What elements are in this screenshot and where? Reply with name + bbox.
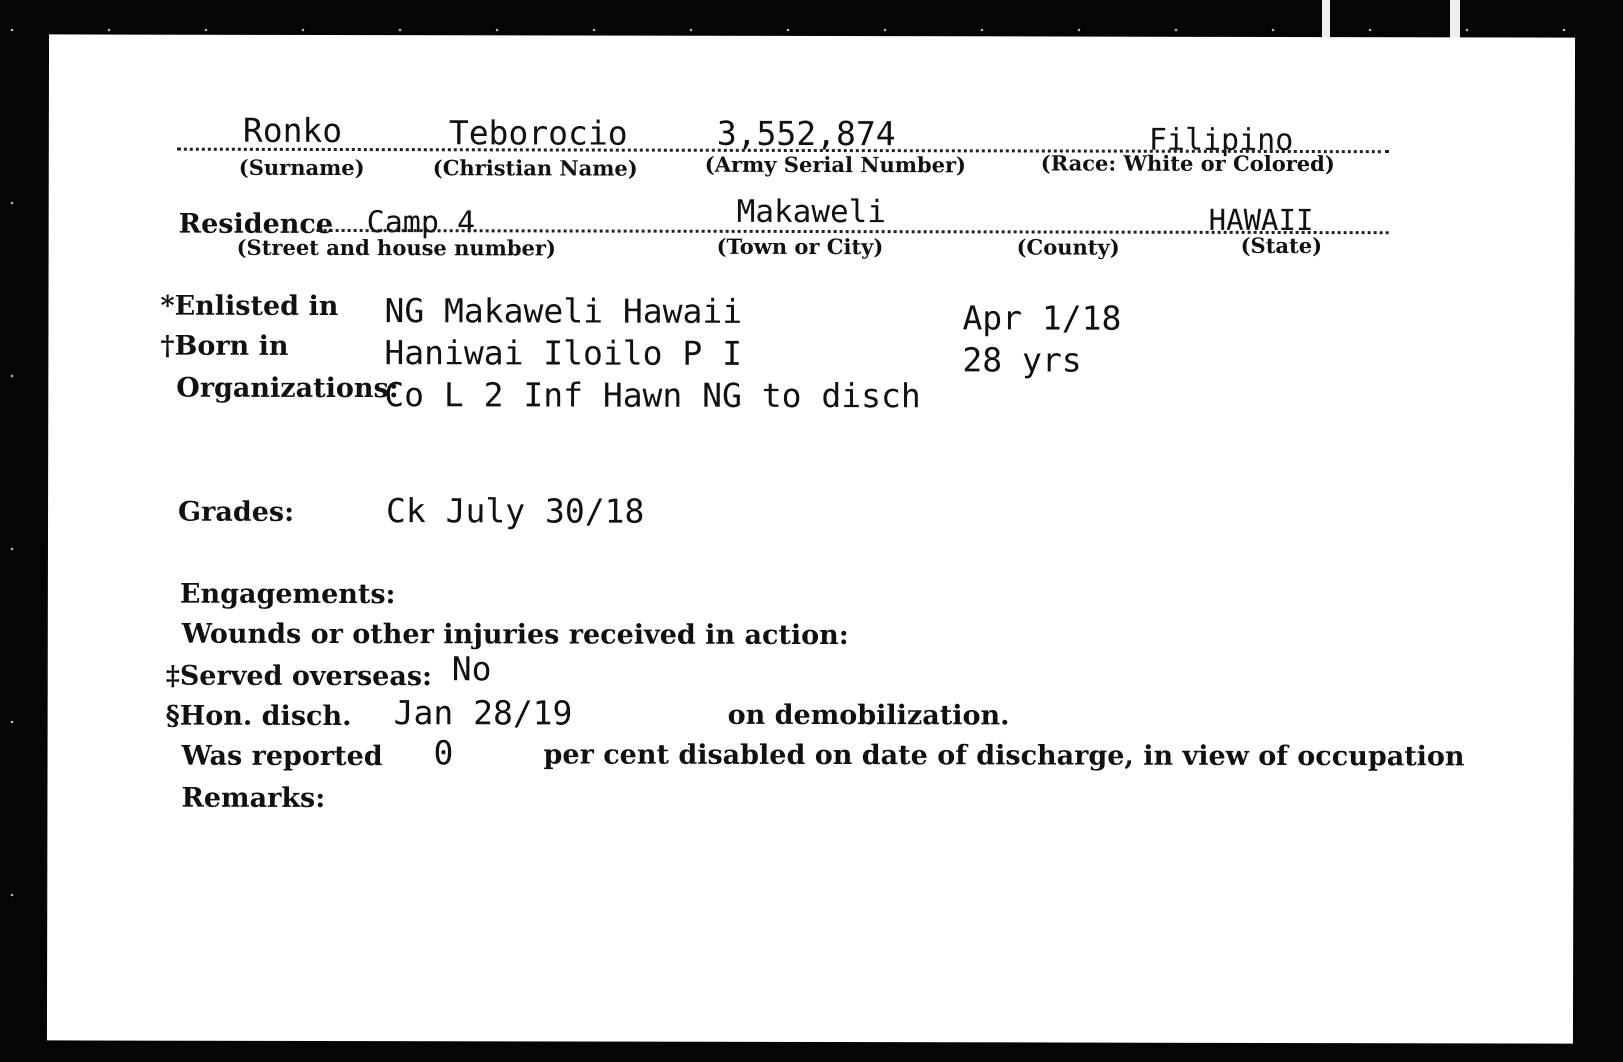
county-caption: (County) — [1016, 234, 1120, 260]
street-caption: (Street and house number) — [236, 234, 556, 261]
organizations-value: Co L 2 Inf Hawn NG to disch — [384, 375, 921, 416]
served-overseas-label: ‡Served overseas: — [165, 660, 433, 693]
enlisted-date-value: Apr 1/18 — [962, 298, 1122, 338]
town-value: Makaweli — [736, 193, 887, 231]
grades-value: Ck July 30/18 — [386, 491, 645, 531]
state-value: HAWAII — [1208, 202, 1314, 238]
surname-caption: (Surname) — [238, 154, 365, 181]
christian-name-value: Teborocio — [448, 113, 628, 153]
service-record-card — [47, 34, 1575, 1043]
christian-name-caption: (Christian Name) — [432, 155, 638, 181]
residence-label: Residence — [178, 208, 334, 240]
enlisted-label: *Enlisted in — [160, 290, 339, 323]
hon-disch-label: §Hon. disch. — [165, 700, 352, 733]
born-label: †Born in — [160, 330, 289, 362]
served-overseas-value: No — [451, 649, 492, 689]
age-value: 28 yrs — [962, 340, 1082, 380]
was-reported-label: Was reported — [181, 740, 383, 773]
film-edge-stripe — [1322, 0, 1330, 40]
remarks-label: Remarks: — [181, 782, 326, 814]
born-value: Haniwai Iloilo P I — [384, 333, 743, 373]
demobilization-text: on demobilization. — [727, 699, 1010, 732]
race-caption: (Race: White or Colored) — [1040, 150, 1335, 177]
surname-value: Ronko — [242, 110, 343, 151]
street-value: Camp 4 — [366, 205, 476, 241]
state-caption: (State) — [1240, 232, 1323, 259]
wounds-label: Wounds or other injuries received in action: — [181, 618, 849, 652]
disabled-text: per cent disabled on date of discharge, in view of occupation — [543, 739, 1465, 773]
hon-disch-value: Jan 28/19 — [393, 693, 573, 733]
race-value: Filipino — [1148, 122, 1294, 159]
film-edge-stripe — [1450, 0, 1460, 40]
organizations-label: Organizations: — [176, 372, 399, 405]
reported-percent-value: 0 — [433, 733, 454, 773]
enlisted-value: NG Makaweli Hawaii — [384, 291, 743, 331]
serial-number-value: 3,552,874 — [716, 113, 896, 154]
grades-label: Grades: — [178, 496, 295, 528]
engagements-label: Engagements: — [179, 578, 396, 611]
serial-number-caption: (Army Serial Number) — [704, 151, 967, 178]
town-caption: (Town or City) — [716, 233, 884, 260]
